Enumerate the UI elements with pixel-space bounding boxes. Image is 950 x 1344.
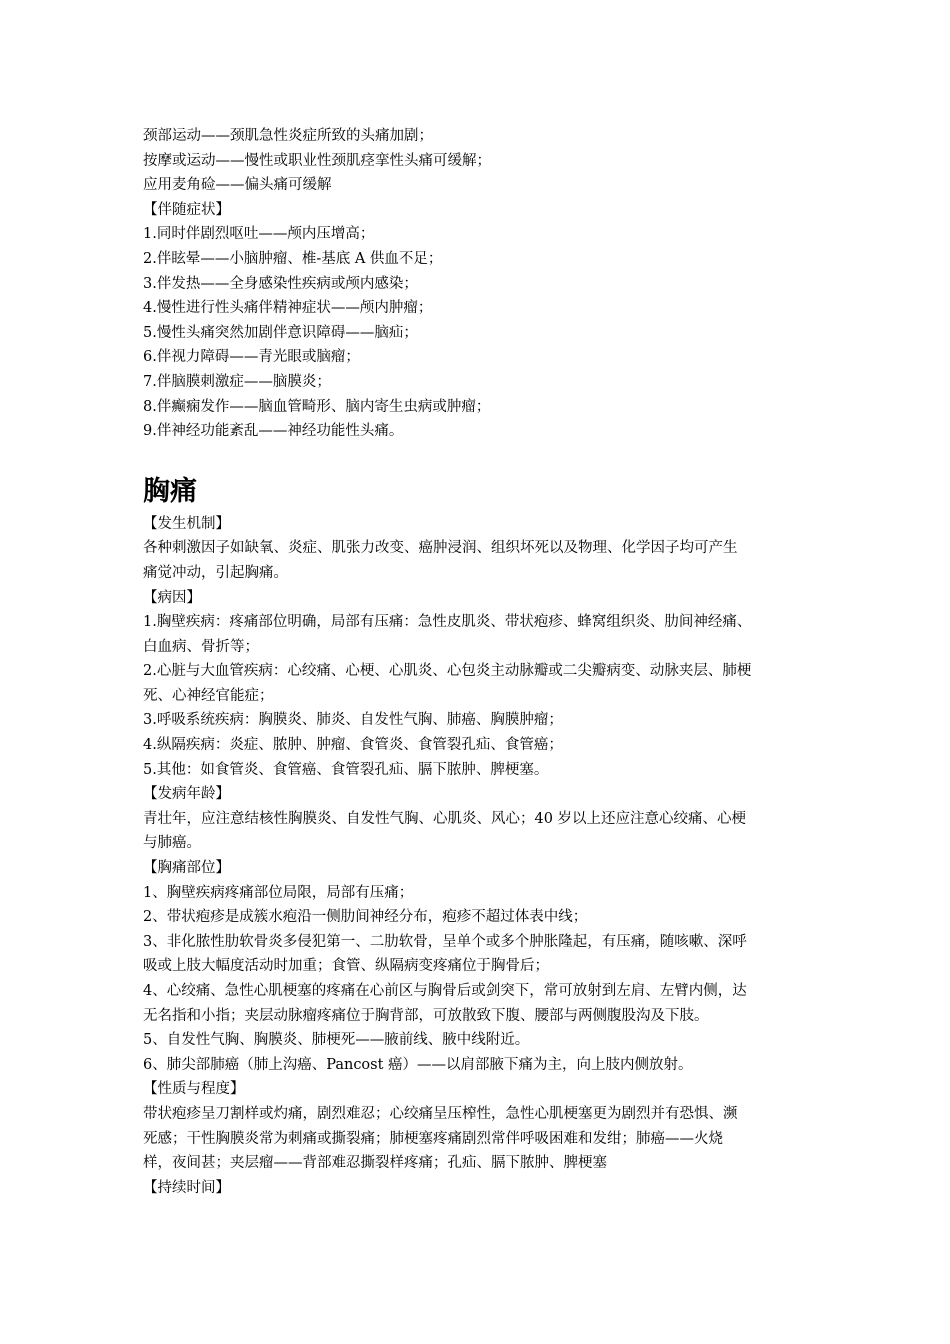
text-line: 与肺癌。	[143, 835, 201, 852]
text-line: 1.胸壁疾病：疼痛部位明确，局部有压痛：急性皮肌炎、带状疱疹、蜂窝组织炎、肋间神经痛、	[143, 614, 752, 631]
text-line: 2、带状疱疹是成簇水疱沿一侧肋间神经分布，疱疹不超过体表中线；	[143, 909, 588, 926]
text-line: 痛觉冲动，引起胸痛。	[143, 564, 288, 581]
list-item: 6.伴视力障碍——青光眼或脑瘤；	[143, 349, 360, 366]
age-section	[143, 782, 815, 856]
text-line: 6、肺尖部肺癌（肺上沟癌、Pancost 癌）——以肩部腋下痛为主，向上肢内侧放射。	[143, 1056, 693, 1073]
text-line: 死、心神经官能症；	[143, 687, 274, 704]
list-item: 1.同时伴剧烈呕吐——颅内压增高；	[143, 226, 375, 243]
text-line: 样，夜间甚；夹层瘤——背部难忍撕裂样疼痛；孔疝、膈下脓肿、脾梗塞	[143, 1155, 607, 1172]
age-title: 【发病年龄】	[143, 786, 230, 803]
text-line: 4.纵隔疾病：炎症、脓肿、肿瘤、食管炎、食管裂孔疝、食管癌；	[143, 737, 563, 754]
mechanism-title: 【发生机制】	[143, 515, 230, 532]
text-line: 无名指和小指；夹层动脉瘤疼痛位于胸背部，可放散致下腹、腰部与两侧腹股沟及下肢。	[143, 1007, 709, 1024]
text-line: 应用麦角硷——偏头痛可缓解	[143, 177, 332, 194]
list-item: 3.伴发热——全身感染性疾病或颅内感染；	[143, 275, 418, 292]
location-section	[143, 856, 815, 1077]
accompany-title: 【伴随症状】	[143, 201, 230, 218]
text-line: 死感；干性胸膜炎常为刺痛或撕裂痛；肺梗塞疼痛剧烈常伴呼吸困难和发绀；肺癌——火烧	[143, 1130, 723, 1147]
nature-title: 【性质与程度】	[143, 1081, 245, 1098]
text-line: 3、非化脓性肋软骨炎多侵犯第一、二肋软骨，呈单个或多个肿胀隆起，有压痛，随咳嗽、深呼	[143, 933, 747, 950]
text-line: 颈部运动——颈肌急性炎症所致的头痛加剧；	[143, 128, 433, 144]
document-page	[143, 124, 815, 1200]
section-heading: 胸痛	[143, 475, 197, 507]
duration-section	[143, 1176, 815, 1201]
text-line: 按摩或运动——慢性或职业性颈肌痉挛性头痛可缓解；	[143, 152, 491, 169]
list-item: 9.伴神经功能紊乱——神经功能性头痛。	[143, 423, 404, 440]
list-item: 7.伴脑膜刺激症——脑膜炎；	[143, 373, 331, 390]
cause-section	[143, 586, 815, 783]
list-item: 8.伴癫痫发作——脑血管畸形、脑内寄生虫病或肿瘤；	[143, 398, 491, 415]
duration-title: 【持续时间】	[143, 1179, 230, 1196]
list-item: 5.慢性头痛突然加剧伴意识障碍——脑疝；	[143, 324, 418, 341]
text-line: 1、胸壁疾病疼痛部位局限，局部有压痛；	[143, 884, 414, 901]
text-line: 5.其他：如食管炎、食管癌、食管裂孔疝、膈下脓肿、脾梗塞。	[143, 761, 549, 778]
text-line: 各种刺激因子如缺氧、炎症、肌张力改变、癌肿浸润、组织坏死以及物理、化学因子均可产生	[143, 540, 738, 557]
accompany-section	[143, 198, 815, 444]
text-line: 2.心脏与大血管疾病：心绞痛、心梗、心肌炎、心包炎主动脉瓣或二尖瓣病变、动脉夹层、肺梗	[143, 663, 752, 680]
list-item: 4.慢性进行性头痛伴精神症状——颅内肿瘤；	[143, 300, 433, 317]
text-line: 白血病、骨折等；	[143, 638, 259, 655]
text-line: 青壮年，应注意结核性胸膜炎、自发性气胸、心肌炎、风心；40 岁以上还应注意心绞痛、心梗	[143, 810, 747, 827]
cause-title: 【病因】	[143, 589, 201, 606]
nature-section	[143, 1077, 815, 1175]
text-line: 4、心绞痛、急性心肌梗塞的疼痛在心前区与胸骨后或剑突下，常可放射到左肩、左臂内侧，达	[143, 983, 747, 999]
list-item: 2.伴眩晕——小脑肿瘤、椎-基底 A 供血不足；	[143, 250, 443, 267]
text-line: 5、自发性气胸、胸膜炎、肺梗死——腋前线、腋中线附近。	[143, 1032, 530, 1049]
mechanism-section	[143, 512, 815, 586]
top-lines	[143, 124, 815, 198]
text-line: 3.呼吸系统疾病：胸膜炎、肺炎、自发性气胸、肺癌、胸膜肿瘤；	[143, 712, 563, 729]
location-title: 【胸痛部位】	[143, 860, 230, 877]
text-line: 吸或上肢大幅度活动时加重；食管、纵隔病变疼痛位于胸骨后；	[143, 958, 549, 975]
text-line: 带状疱疹呈刀割样或灼痛，剧烈难忍；心绞痛呈压榨性，急性心肌梗塞更为剧烈并有恐惧、濒	[143, 1105, 738, 1122]
